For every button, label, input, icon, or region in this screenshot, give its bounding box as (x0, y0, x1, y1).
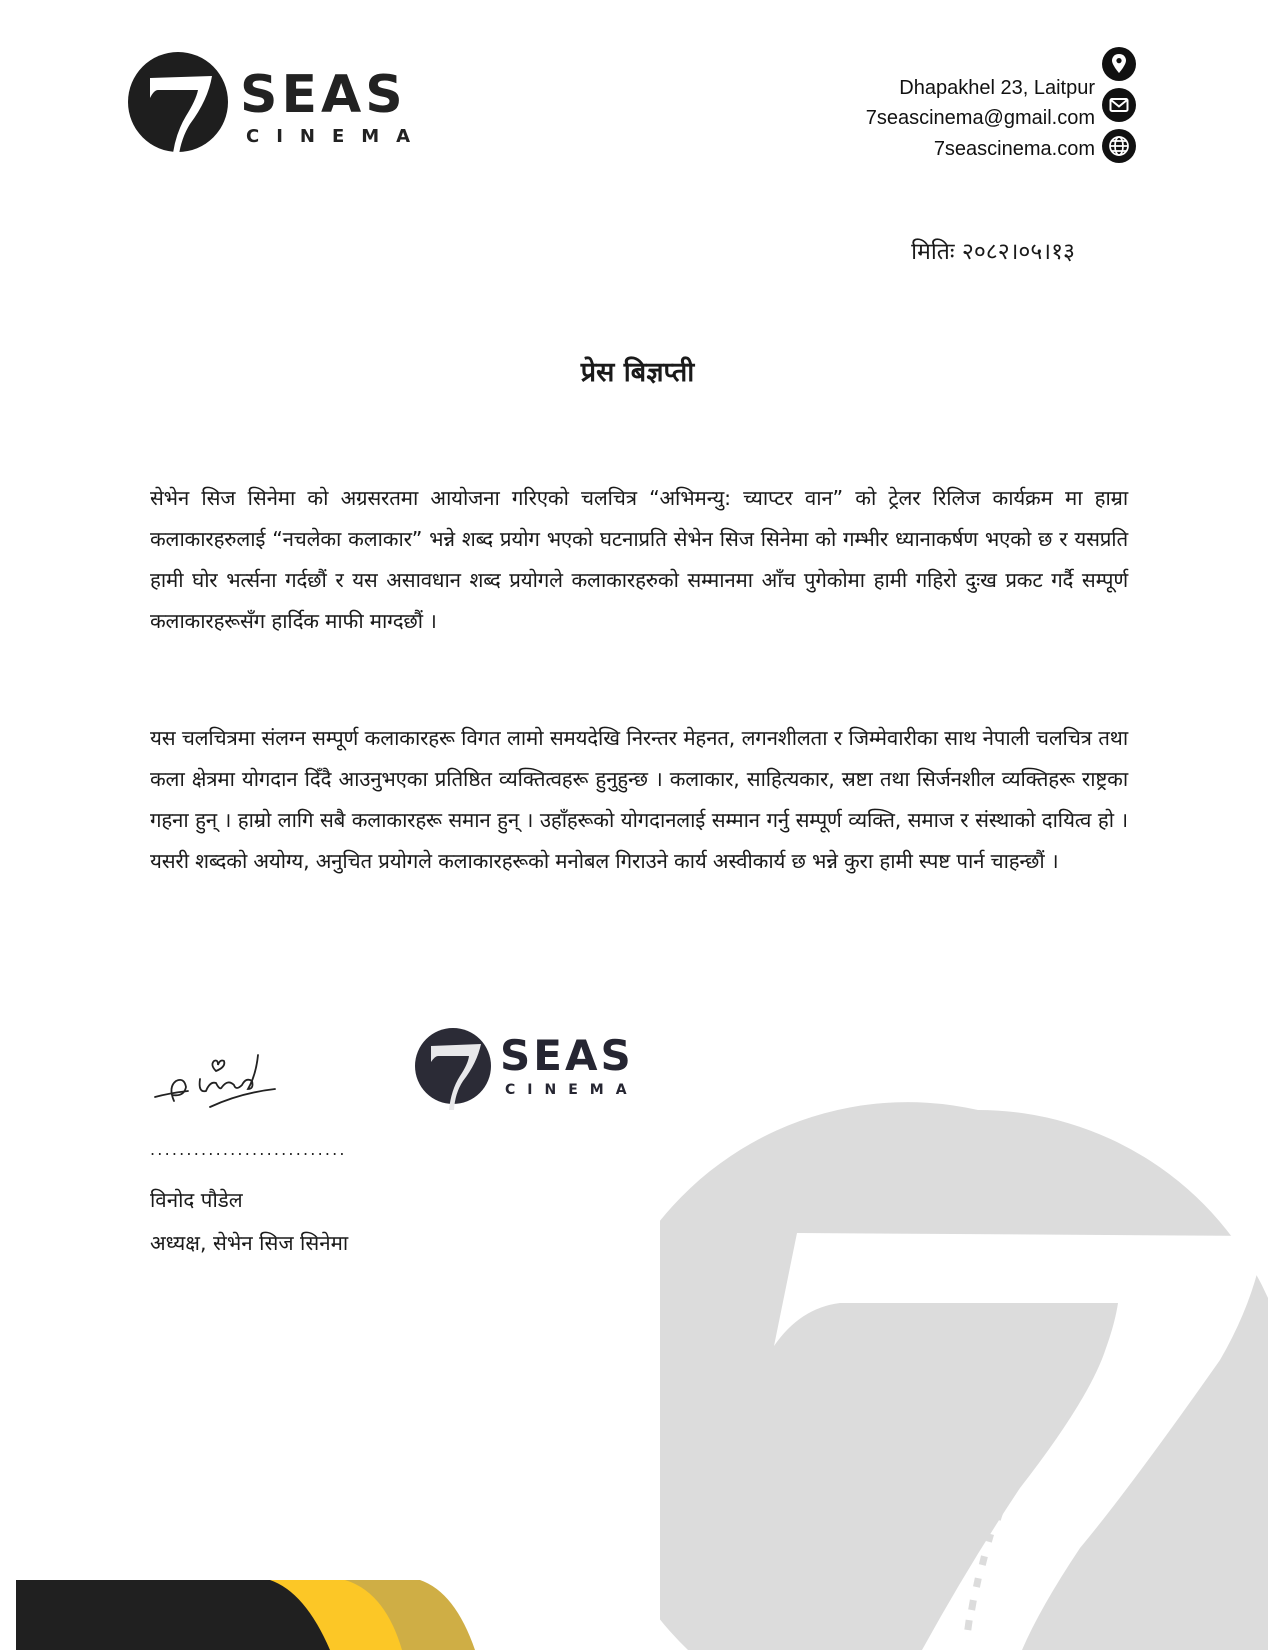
handwritten-signature (150, 1035, 300, 1115)
date-line (911, 234, 1075, 266)
contact-website[interactable]: 7seascinema.com (933, 138, 1095, 160)
company-logo (128, 50, 448, 165)
signer-title: अध्यक्ष, सेभेन सिज सिनेमा (150, 1231, 349, 1255)
stamp-subword: CINEMA (505, 1082, 639, 1098)
signature-line: ........................... (150, 1140, 347, 1159)
date-value: २०८२।०५।१३ (961, 239, 1075, 265)
location-pin-icon (1102, 47, 1136, 81)
band-black-shape (16, 1580, 330, 1650)
bottom-decorative-band (0, 1570, 560, 1650)
signer-name: विनोद पौडेल (150, 1188, 243, 1212)
date-label: मितिः (911, 239, 955, 265)
contact-address: Dhapakhel 23, Laitpur (899, 77, 1095, 99)
document-title: प्रेस बिज्ञप्ती (580, 357, 695, 388)
body-paragraph: सेभेन सिज सिनेमा को अग्रसरतमा आयोजना गरिएको चलचित्र “अभिमन्यु: च्याप्टर वान” को ट्रेलर रिलिज कार्यक्रम मा हाम्रा कलाकारहरुलाई “नचलेका कलाकार” भन्ने शब्द प्रयोग भएको घटनाप्रति सेभेन सिज सिनेमा को गम्भीर ध्यानाकर्षण भएको छ र यसप्रति हामी घोर भर्त्सना गर्दछौं र यस असावधान शब्द प्रयोगले कलाकारहरुको सम्मानमा आँच पुगेकोमा हामी गहिरो दुःख प्रकट गर्दै सम्पूर्ण कलाकारहरूसँग हार्दिक माफी माग्दछौं । (150, 486, 1128, 633)
watermark-logo (660, 1098, 1268, 1650)
globe-icon (1102, 129, 1136, 163)
logo-subword: CINEMA (246, 126, 428, 147)
body-paragraph: यस चलचित्रमा संलग्न सम्पूर्ण कलाकारहरू विगत लामो समयदेखि निरन्तर मेहनत, लगनशीलता र जिम्मेवारीका साथ नेपाली चलचित्र तथा कला क्षेत्रमा योगदान दिँदै आउनुभएका प्रतिष्ठित व्यक्तित्वहरू हुनुहुन्छ । कलाकार, साहित्यकार, स्रष्टा तथा सिर्जनशील व्यक्तिहरू राष्ट्रका गहना हुन् । हाम्रो लागि सबै कलाकारहरू समान हुन् । उहाँहरूको योगदानलाई सम्मान गर्नु सम्पूर्ण व्यक्ति, समाज र संस्थाको दायित्व हो । यसरी शब्दको अयोग्य, अनुचित प्रयोगले कलाकारहरूको मनोबल गिराउने कार्य अस्वीकार्य छ भन्ने कुरा हामी स्पष्ट पार्न चाहन्छौं । (150, 726, 1128, 873)
envelope-icon (1102, 88, 1136, 122)
company-stamp (415, 1018, 650, 1123)
stamp-word: SEAS (500, 1031, 634, 1080)
logo-word: SEAS (240, 65, 407, 125)
contact-email[interactable]: 7seascinema@gmail.com (865, 107, 1095, 129)
